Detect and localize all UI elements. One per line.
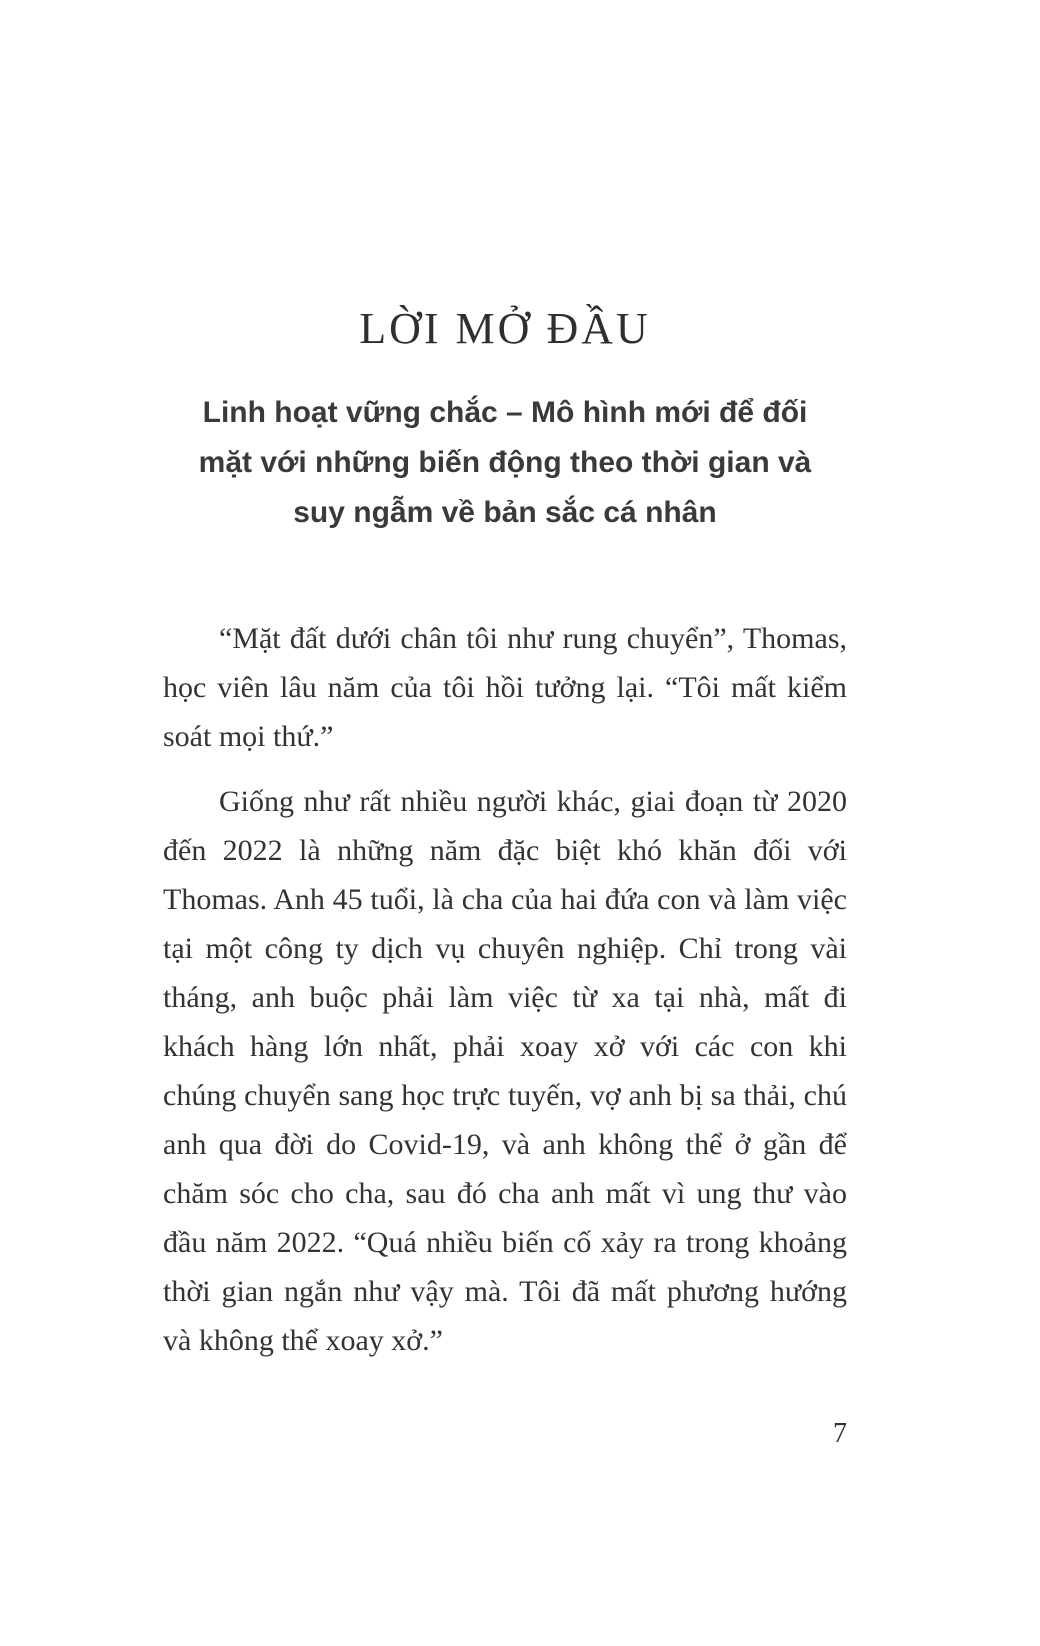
paragraph: Giống như rất nhiều người khác, giai đoạn từ 2020 đến 2022 là những năm đặc biệt khó khăn đối với Thomas. Anh 45 tuổi, là cha của hai đứa con và làm việc tại một công ty dịch vụ chuyên nghiệp. Chỉ trong vài tháng, anh buộc phải làm việc từ xa tại nhà, mất đi khách hàng lớn nhất, phải xoay xở với các con khi chúng chuyển sang học trực tuyến, vợ anh bị sa thải, chú anh qua đời do Covid-19, và anh không thể ở gần để chăm sóc cho cha, sau đó cha anh mất vì ung thư vào đầu năm 2022. “Quá nhiều biến cố xảy ra trong khoảng thời gian ngắn như vậy mà. Tôi đã mất phương hướng và không thể xoay xở.” <box>163 785 847 1357</box>
body-text <box>163 614 847 1365</box>
chapter-title: LỜI MỞ ĐẦU <box>359 304 651 353</box>
paragraph: “Mặt đất dưới chân tôi như rung chuyển”, Thomas, học viên lâu năm của tôi hồi tưởng lại. “Tôi mất kiểm soát mọi thứ.” <box>163 622 847 753</box>
chapter-subtitle: Linh hoạt vững chắc – Mô hình mới để đối mặt với những biến động theo thời gian và suy ngẫm về bản sắc cá nhân <box>198 396 812 529</box>
page-number: 7 <box>833 1418 847 1449</box>
page-content <box>163 303 847 1381</box>
